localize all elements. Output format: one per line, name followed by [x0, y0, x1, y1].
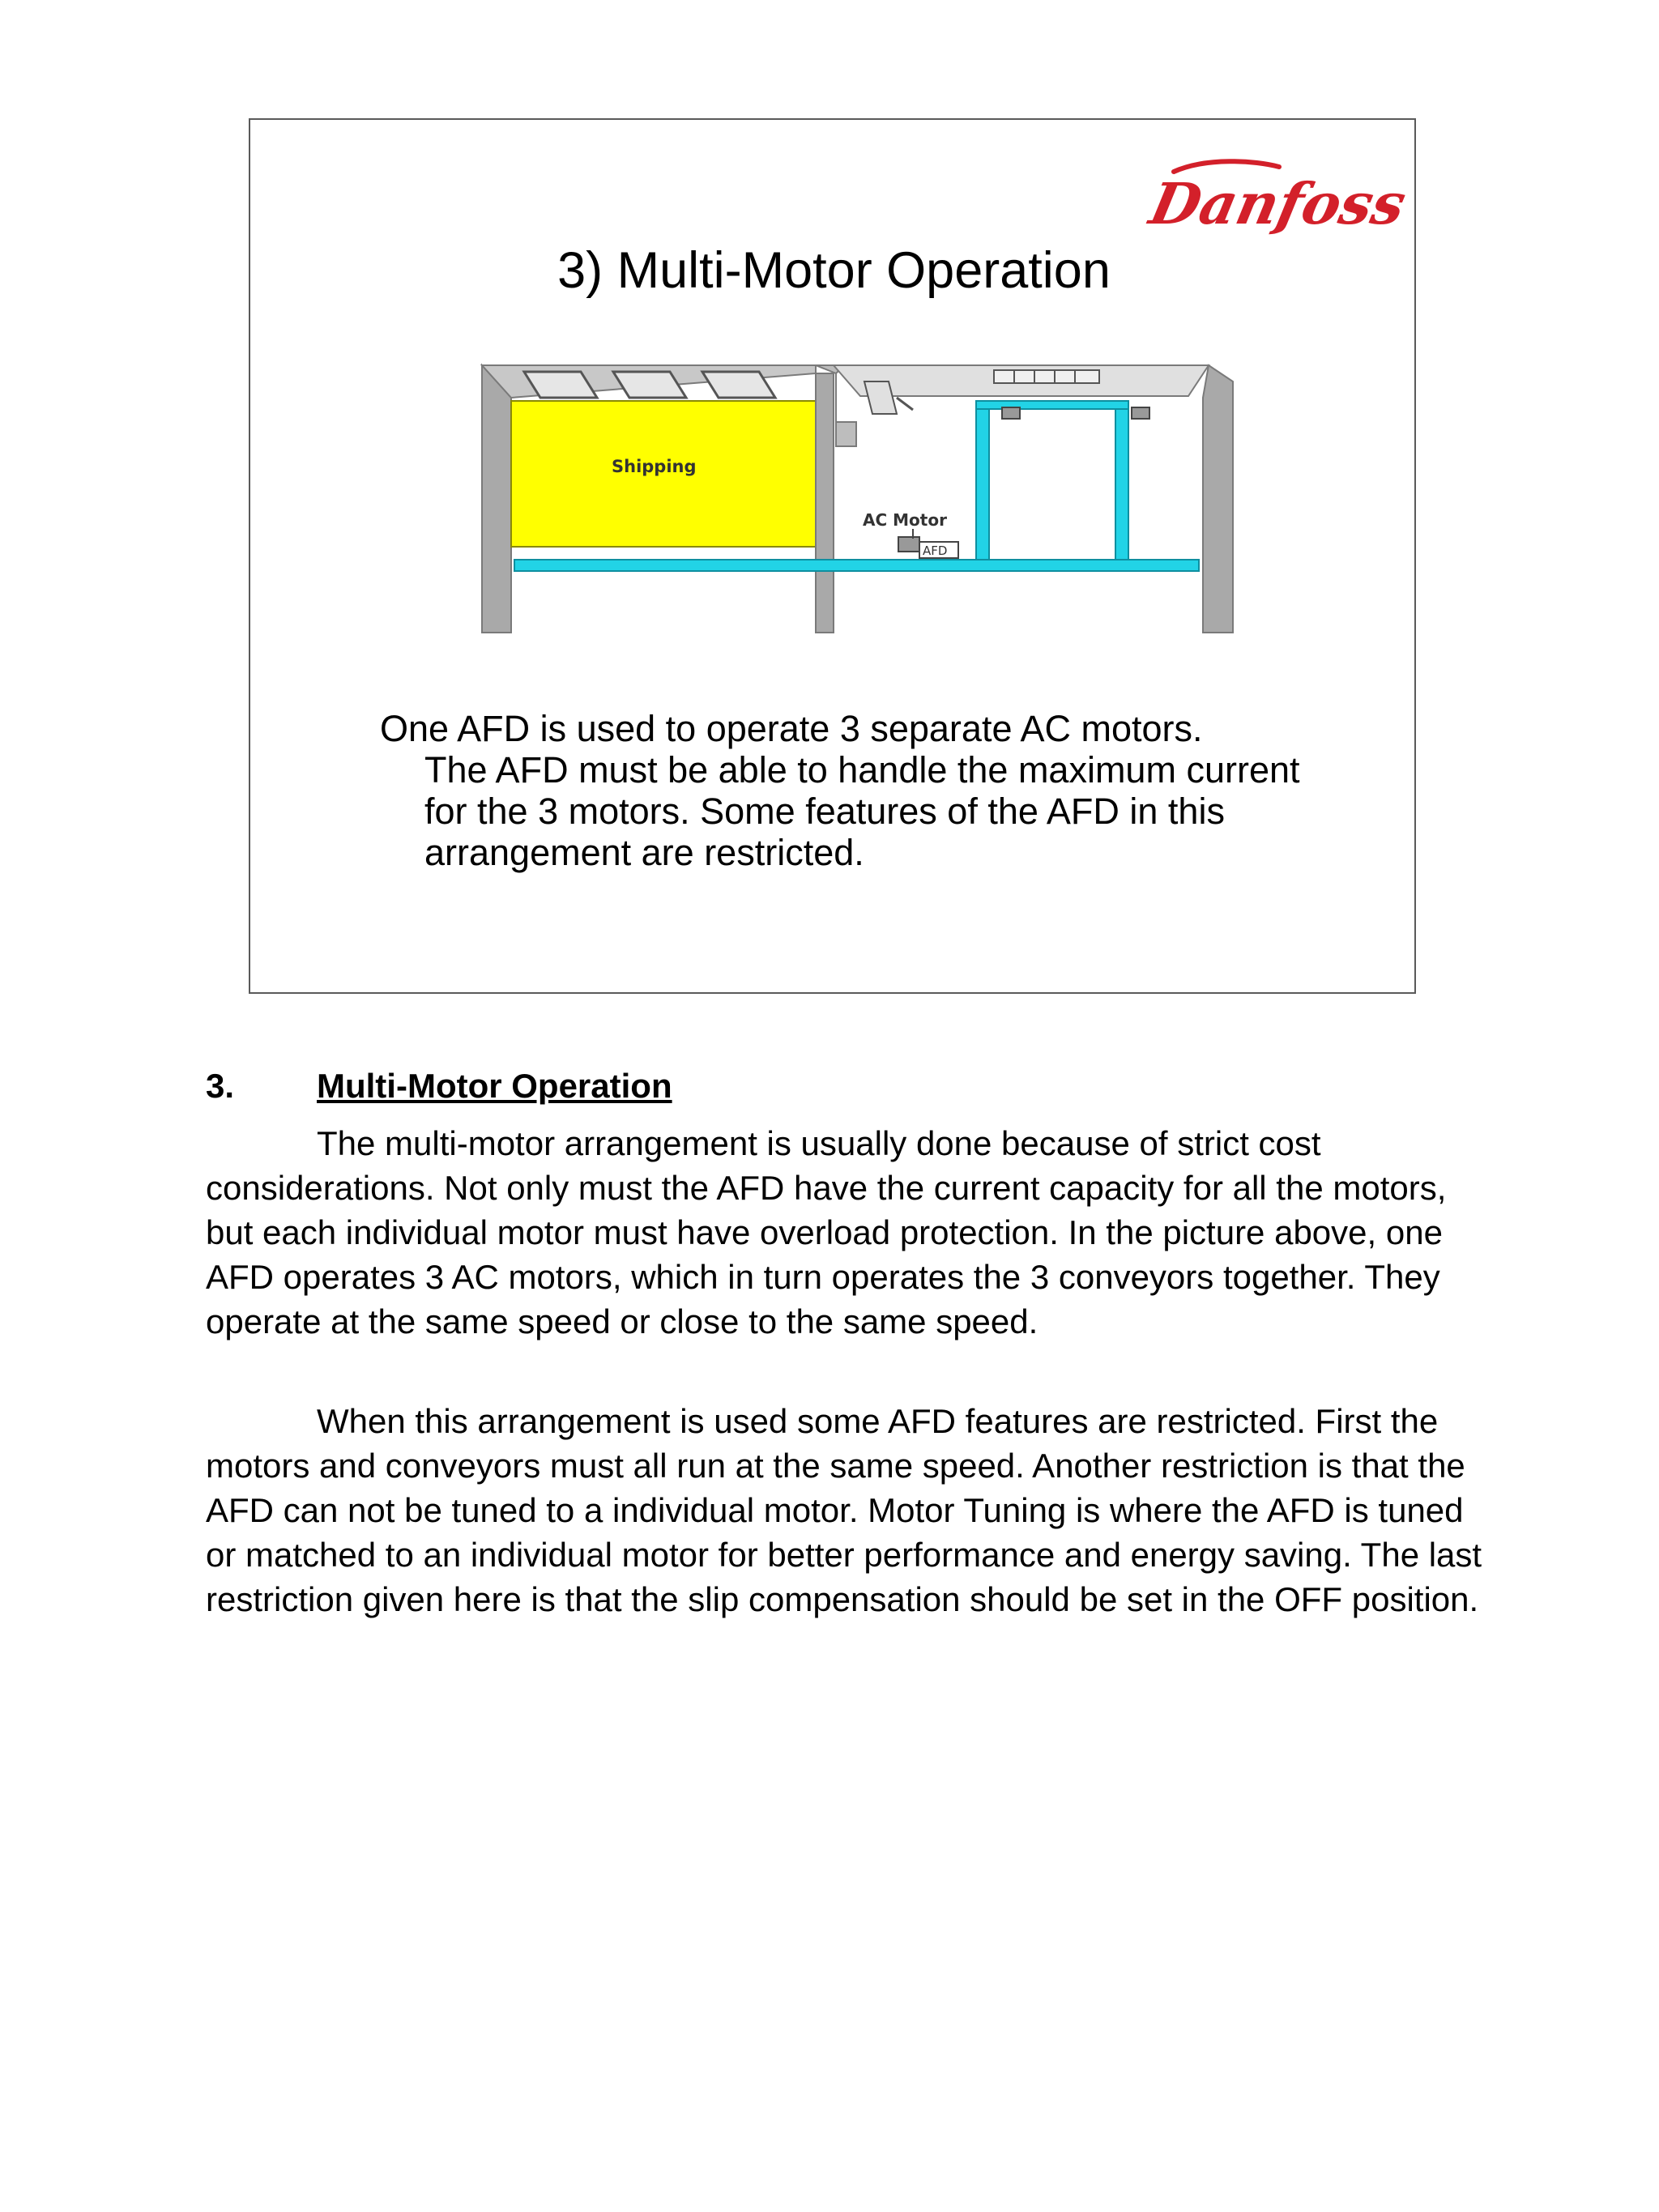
danfoss-logo — [1144, 149, 1412, 254]
top-conveyor — [976, 401, 1128, 409]
floor-conveyor — [514, 560, 1199, 571]
shipping-label: Shipping — [612, 457, 697, 476]
multi-motor-diagram — [476, 365, 1237, 645]
body-paragraph-2: When this arrangement is used some AFD features are restricted. First the motors and conveyors must all run at the same speed. Another restriction is that the AFD can not be tuned to a individual motor. Motor Tuning is where the AFD is tuned or matched to an individual motor for better performance and energy saving. The last restriction given here is that the slip compensation should be set in the OFF position. — [206, 1402, 1482, 1618]
section-heading — [206, 1064, 672, 1108]
vertical-conveyor-2 — [1115, 407, 1128, 563]
presentation-slide — [249, 118, 1416, 994]
slide-text-lead: One AFD is used to operate 3 separate AC motors. — [380, 708, 1203, 749]
motor-icons — [898, 407, 1149, 552]
ac-motor-label: AC Motor — [863, 510, 947, 530]
right-wall — [1203, 365, 1233, 633]
vertical-conveyor-1 — [976, 407, 989, 563]
section-number: 3. — [206, 1067, 235, 1105]
slide-text-continuation: The AFD must be able to handle the maximum current for the 3 motors. Some features of the AFD in this arrangement are restricted. — [424, 749, 1300, 873]
left-wall — [482, 365, 511, 633]
ceiling-vent — [994, 370, 1099, 383]
body-paragraph-1: The multi-motor arrangement is usually done because of strict cost considerations. Not only must the AFD have the current capacity for all the motors, but each individual motor must have overload protection. In the picture above, one AFD operates 3 AC motors, which in turn operates the 3 conveyors together. They operate at the same speed or close to the same speed. — [206, 1124, 1447, 1340]
section-title: Multi-Motor Operation — [317, 1067, 672, 1105]
slide-body-text — [380, 708, 1336, 873]
skylight-group — [524, 372, 775, 398]
afd-label: AFD — [923, 543, 948, 558]
slide-title: 3) Multi-Motor Operation — [557, 242, 1111, 299]
logo-wordmark: Danfoss — [1144, 170, 1412, 237]
